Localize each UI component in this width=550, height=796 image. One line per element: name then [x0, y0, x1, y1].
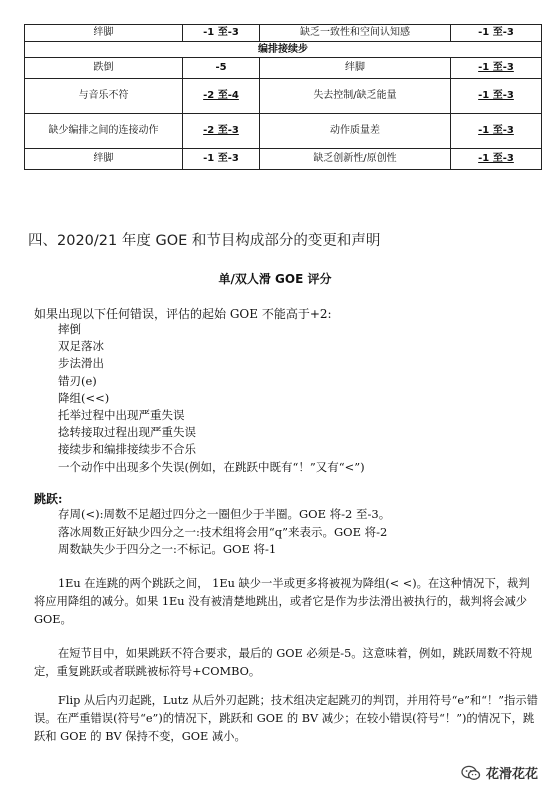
table-section-header: 编排接续步 [25, 42, 542, 58]
paragraph-edge-call: Flip 从后内刃起跳，Lutz 从后外刃起跳；技术组决定起跳刃的判罚，并用符号“e”和“！”指示错误。在严重错误(符号“e”)的情况下，跳跃和 GOE 的 BV 减少；在较小错误(符号“！”)的情况下，跳跃和 GOE 的 BV 保持不变，GOE 减小。 [34, 694, 538, 743]
section-heading: 四、2020/21 年度 GOE 和节目构成部分的变更和声明 [28, 233, 381, 249]
list-item: 接续步和编排接续步不合乐 [58, 442, 196, 457]
goe-subtitle: 单/双人滑 GOE 评分 [218, 272, 332, 286]
deduction-value: -1 至-3 [451, 58, 542, 79]
jumps-title: 跳跃: [34, 492, 63, 506]
list-item: 双足落冰 [58, 339, 104, 354]
deduction-value: -1 至-3 [183, 149, 260, 170]
paragraph-1eu: 1Eu 在连跳的两个跳跃之间， 1Eu 缺少一半或更多将被视为降组(< <)。在这种情况下，裁判将应用降组的减分。如果 1Eu 没有被清楚地跳出，或者它是作为步法滑出被执行的，裁判将会减少 GOE。 [34, 577, 530, 626]
error-label: 绊脚 [25, 25, 183, 42]
list-item: 一个动作中出现多个失误(例如，在跳跃中既有“！”又有“<”) [58, 459, 365, 474]
deduction-value: -1 至-3 [451, 79, 542, 114]
error-label: 缺少编排之间的连接动作 [25, 114, 183, 149]
table-row [25, 79, 542, 114]
error-label: 跌倒 [25, 58, 183, 79]
list-item: 捻转接取过程出现严重失误 [58, 425, 196, 440]
list-item: 步法滑出 [58, 356, 104, 371]
wechat-icon [461, 765, 481, 781]
table-row [25, 58, 542, 79]
deduction-value: -2 至-4 [183, 79, 260, 114]
table-row [25, 149, 542, 170]
deduction-value: -5 [183, 58, 260, 79]
list-item: 落冰周数正好缺少四分之一:技术组将会用“q”来表示。GOE 将-2 [58, 524, 388, 539]
watermark-text: 花滑花花 [485, 767, 538, 782]
table-row [25, 114, 542, 149]
error-label: 缺乏一致性和空间认知感 [260, 25, 451, 42]
deduction-value: -1 至-3 [451, 114, 542, 149]
error-label: 动作质量差 [260, 114, 451, 149]
error-label: 绊脚 [260, 58, 451, 79]
deduction-value: -1 至-3 [183, 25, 260, 42]
list-item: 降组(<<) [58, 390, 110, 405]
deduction-value: -1 至-3 [451, 25, 542, 42]
intro-text: 如果出现以下任何错误，评估的起始 GOE 不能高于+2: [34, 307, 332, 321]
goe-deduction-table [24, 24, 542, 170]
deduction-value: -2 至-3 [183, 114, 260, 149]
paragraph-short-program: 在短节目中，如果跳跃不符合要求，最后的 GOE 必须是-5。这意味着，例如，跳跃周数不符规定，重复跳跃或者联跳被标符号+COMBO。 [34, 647, 533, 678]
error-label: 绊脚 [25, 149, 183, 170]
list-item: 周数缺失少于四分之一:不标记。GOE 将-1 [58, 542, 277, 556]
jumps-list [58, 506, 390, 559]
list-item: 托举过程中出现严重失误 [58, 407, 185, 422]
list-item: 摔倒 [58, 322, 81, 336]
error-label: 失去控制/缺乏能量 [260, 79, 451, 114]
table-row [25, 25, 542, 42]
list-item: 存周(<):周数不足超过四分之一圈但少于半圈。GOE 将-2 至-3。 [58, 507, 391, 521]
table-row [25, 42, 542, 58]
error-list [58, 321, 365, 476]
error-label: 缺乏创新性/原创性 [260, 149, 451, 170]
deduction-value: -1 至-3 [451, 149, 542, 170]
list-item: 错刃(e) [58, 373, 97, 388]
error-label: 与音乐不符 [25, 79, 183, 114]
watermark [461, 763, 538, 782]
